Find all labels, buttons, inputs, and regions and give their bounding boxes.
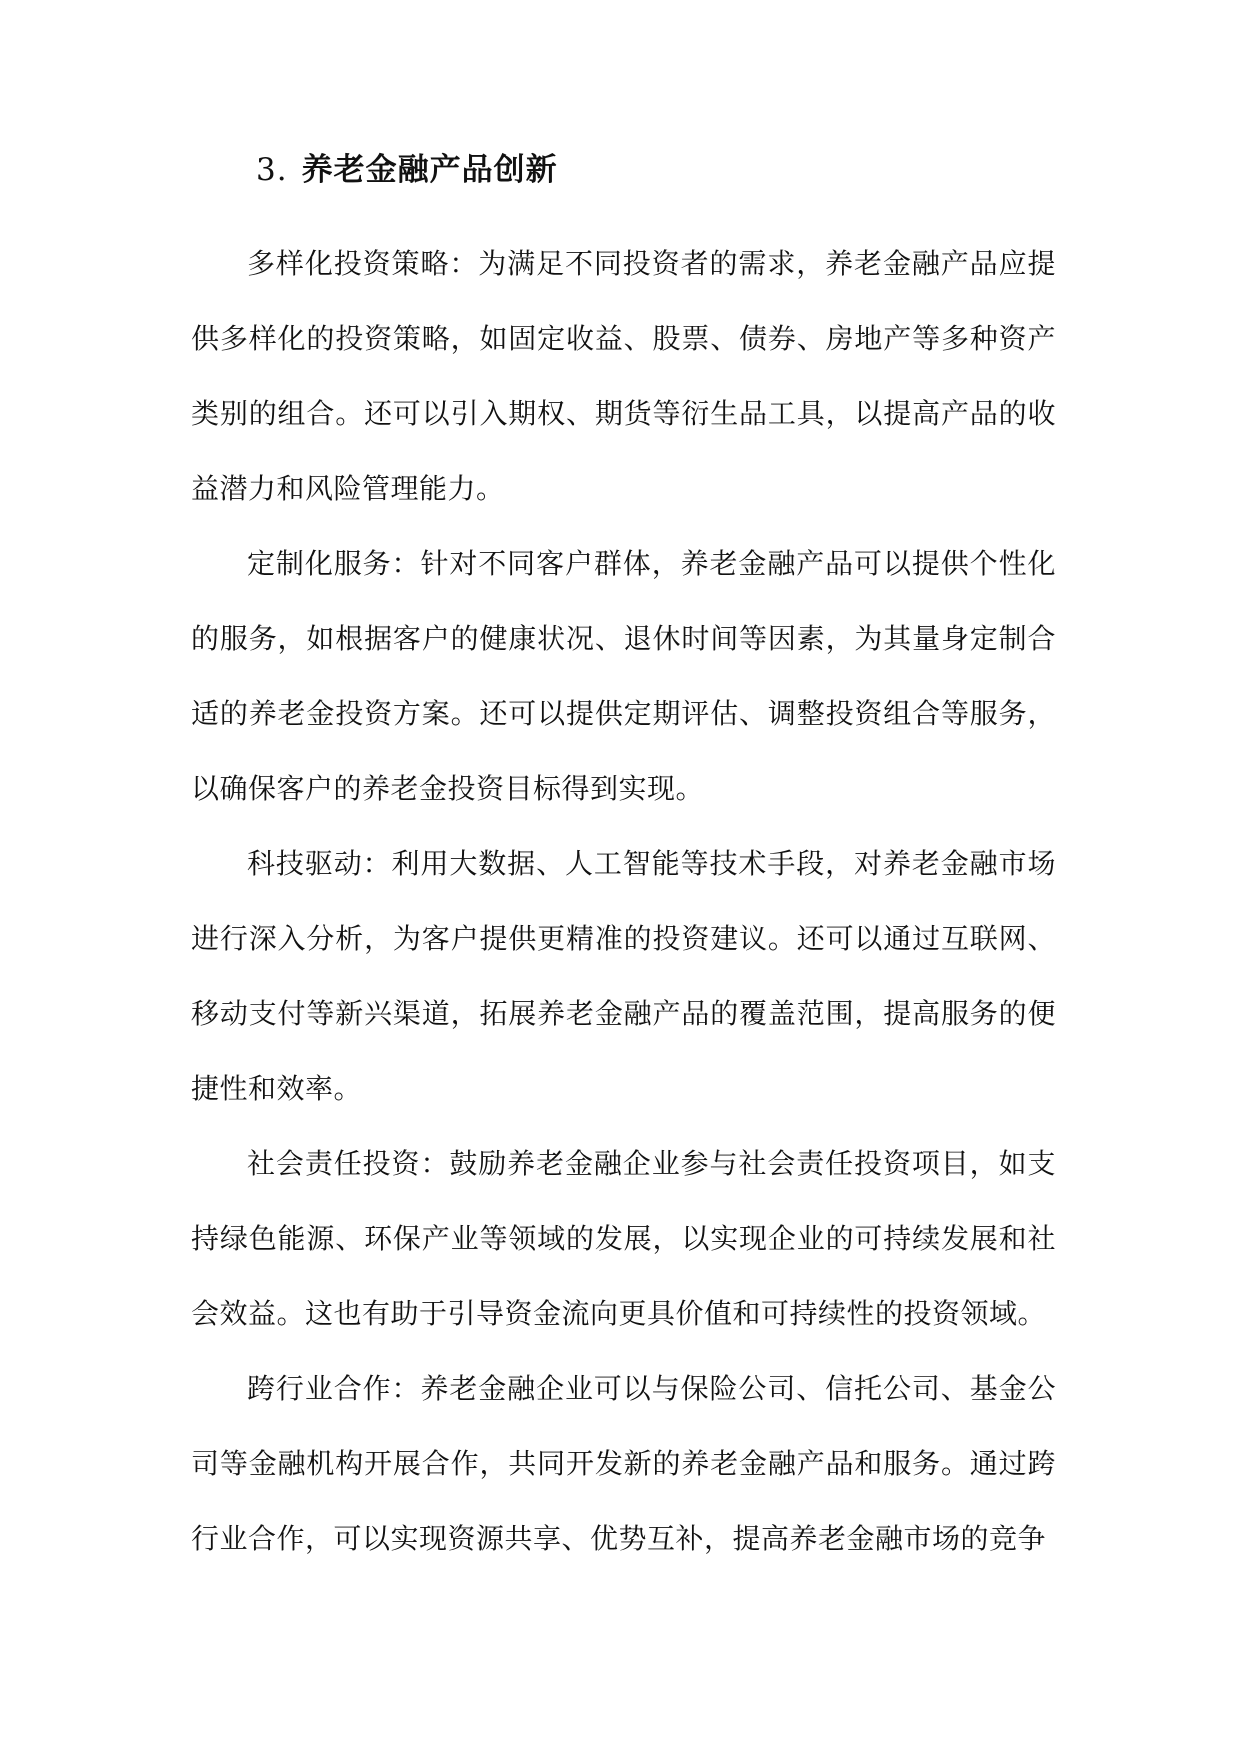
section-title: 养老金融产品创新 <box>301 152 558 188</box>
section-number: 3. <box>256 152 288 188</box>
paragraph-social-responsibility: 社会责任投资：鼓励养老金融企业参与社会责任投资项目，如支持绿色能源、环保产业等领域的发展，以实现企业的可持续发展和社会效益。这也有助于引导资金流向更具价值和可持续性的投资领域。 <box>191 1147 1056 1330</box>
paragraph-cross-industry: 跨行业合作：养老金融企业可以与保险公司、信托公司、基金公司等金融机构开展合作，共同开发新的养老金融产品和服务。通过跨行业合作，可以实现资源共享、优势互补，提高养老金融市场的竞争 <box>191 1372 1056 1555</box>
body-text <box>191 226 1056 1576</box>
section-heading <box>256 150 558 190</box>
paragraph-technology-driven: 科技驱动：利用大数据、人工智能等技术手段，对养老金融市场进行深入分析，为客户提供更精准的投资建议。还可以通过互联网、移动支付等新兴渠道，拓展养老金融产品的覆盖范围，提高服务的便捷性和效率。 <box>191 847 1056 1105</box>
paragraph-customized-service: 定制化服务：针对不同客户群体，养老金融产品可以提供个性化的服务，如根据客户的健康状况、退休时间等因素，为其量身定制合适的养老金投资方案。还可以提供定期评估、调整投资组合等服务，以确保客户的养老金投资目标得到实现。 <box>191 547 1056 805</box>
paragraph-diversified-strategy: 多样化投资策略：为满足不同投资者的需求，养老金融产品应提供多样化的投资策略，如固定收益、股票、债券、房地产等多种资产类别的组合。还可以引入期权、期货等衍生品工具，以提高产品的收益潜力和风险管理能力。 <box>191 247 1056 505</box>
